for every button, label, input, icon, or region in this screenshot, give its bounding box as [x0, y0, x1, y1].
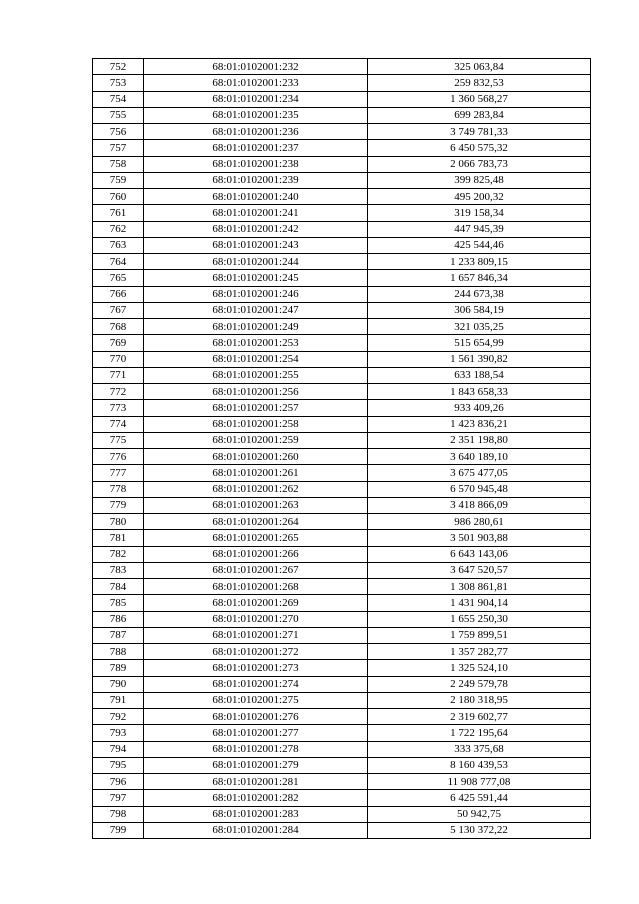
cadastral-number-cell: 68:01:0102001:264 [144, 514, 368, 530]
cadastral-value-cell: 1 657 846,34 [368, 270, 591, 286]
table-row [93, 270, 591, 286]
table-row [93, 660, 591, 676]
cadastral-value-cell: 3 501 903,88 [368, 530, 591, 546]
cadastral-number-cell: 68:01:0102001:266 [144, 546, 368, 562]
table-body [93, 59, 591, 839]
cadastral-value-cell: 2 180 318,95 [368, 692, 591, 708]
cadastral-value-cell: 1 233 809,15 [368, 254, 591, 270]
row-number-cell: 774 [93, 416, 144, 432]
table-row [93, 335, 591, 351]
cadastral-value-cell: 6 570 945,48 [368, 481, 591, 497]
cadastral-value-cell: 1 423 836,21 [368, 416, 591, 432]
cadastral-value-cell: 1 431 904,14 [368, 595, 591, 611]
cadastral-number-cell: 68:01:0102001:277 [144, 725, 368, 741]
cadastral-value-cell: 3 640 189,10 [368, 449, 591, 465]
cadastral-value-cell: 1 360 568,27 [368, 91, 591, 107]
table-row [93, 156, 591, 172]
cadastral-value-cell: 333 375,68 [368, 741, 591, 757]
cadastral-number-cell: 68:01:0102001:265 [144, 530, 368, 546]
cadastral-value-cell: 1 722 195,64 [368, 725, 591, 741]
cadastral-number-cell: 68:01:0102001:249 [144, 319, 368, 335]
row-number-cell: 769 [93, 335, 144, 351]
table-row [93, 530, 591, 546]
row-number-cell: 778 [93, 481, 144, 497]
row-number-cell: 762 [93, 221, 144, 237]
cadastral-number-cell: 68:01:0102001:269 [144, 595, 368, 611]
cadastral-number-cell: 68:01:0102001:257 [144, 400, 368, 416]
row-number-cell: 784 [93, 579, 144, 595]
cadastral-value-cell: 319 158,34 [368, 205, 591, 221]
row-number-cell: 773 [93, 400, 144, 416]
cadastral-value-cell: 3 418 866,09 [368, 497, 591, 513]
table-row [93, 172, 591, 188]
cadastral-number-cell: 68:01:0102001:238 [144, 156, 368, 172]
row-number-cell: 795 [93, 757, 144, 773]
row-number-cell: 797 [93, 790, 144, 806]
cadastral-value-cell: 3 647 520,57 [368, 562, 591, 578]
cadastral-value-cell: 447 945,39 [368, 221, 591, 237]
cadastral-number-cell: 68:01:0102001:240 [144, 189, 368, 205]
row-number-cell: 765 [93, 270, 144, 286]
cadastral-number-cell: 68:01:0102001:272 [144, 644, 368, 660]
cadastral-value-cell: 244 673,38 [368, 286, 591, 302]
cadastral-number-cell: 68:01:0102001:243 [144, 237, 368, 253]
row-number-cell: 788 [93, 644, 144, 660]
row-number-cell: 768 [93, 319, 144, 335]
cadastral-value-cell: 306 584,19 [368, 302, 591, 318]
cadastral-value-table [92, 58, 591, 839]
cadastral-value-cell: 1 357 282,77 [368, 644, 591, 660]
row-number-cell: 782 [93, 546, 144, 562]
cadastral-number-cell: 68:01:0102001:261 [144, 465, 368, 481]
row-number-cell: 794 [93, 741, 144, 757]
cadastral-number-cell: 68:01:0102001:260 [144, 449, 368, 465]
table-row [93, 579, 591, 595]
cadastral-value-cell: 515 654,99 [368, 335, 591, 351]
table-row [93, 384, 591, 400]
row-number-cell: 787 [93, 627, 144, 643]
table-row [93, 205, 591, 221]
cadastral-value-cell: 633 188,54 [368, 367, 591, 383]
cadastral-number-cell: 68:01:0102001:239 [144, 172, 368, 188]
table-row [93, 644, 591, 660]
row-number-cell: 763 [93, 237, 144, 253]
cadastral-number-cell: 68:01:0102001:270 [144, 611, 368, 627]
table-row [93, 465, 591, 481]
cadastral-number-cell: 68:01:0102001:258 [144, 416, 368, 432]
cadastral-value-cell: 259 832,53 [368, 75, 591, 91]
row-number-cell: 777 [93, 465, 144, 481]
cadastral-value-cell: 2 351 198,80 [368, 432, 591, 448]
table-row [93, 774, 591, 790]
cadastral-value-cell: 2 319 602,77 [368, 709, 591, 725]
table-row [93, 709, 591, 725]
table-row [93, 221, 591, 237]
row-number-cell: 764 [93, 254, 144, 270]
cadastral-number-cell: 68:01:0102001:232 [144, 59, 368, 75]
cadastral-value-cell: 6 450 575,32 [368, 140, 591, 156]
table-row [93, 725, 591, 741]
cadastral-number-cell: 68:01:0102001:276 [144, 709, 368, 725]
table-row [93, 107, 591, 123]
table-row [93, 286, 591, 302]
row-number-cell: 759 [93, 172, 144, 188]
row-number-cell: 779 [93, 497, 144, 513]
table-row [93, 822, 591, 838]
cadastral-value-cell: 399 825,48 [368, 172, 591, 188]
row-number-cell: 753 [93, 75, 144, 91]
cadastral-value-cell: 1 325 524,10 [368, 660, 591, 676]
row-number-cell: 780 [93, 514, 144, 530]
cadastral-value-cell: 933 409,26 [368, 400, 591, 416]
row-number-cell: 796 [93, 774, 144, 790]
cadastral-number-cell: 68:01:0102001:245 [144, 270, 368, 286]
table-row [93, 237, 591, 253]
table-row [93, 400, 591, 416]
table-row [93, 367, 591, 383]
row-number-cell: 798 [93, 806, 144, 822]
cadastral-number-cell: 68:01:0102001:267 [144, 562, 368, 578]
row-number-cell: 761 [93, 205, 144, 221]
cadastral-number-cell: 68:01:0102001:262 [144, 481, 368, 497]
cadastral-number-cell: 68:01:0102001:242 [144, 221, 368, 237]
row-number-cell: 752 [93, 59, 144, 75]
table-row [93, 140, 591, 156]
table-row [93, 124, 591, 140]
cadastral-value-cell: 3 749 781,33 [368, 124, 591, 140]
table-row [93, 514, 591, 530]
table-row [93, 497, 591, 513]
cadastral-value-cell: 1 561 390,82 [368, 351, 591, 367]
table-row [93, 254, 591, 270]
cadastral-value-cell: 1 843 658,33 [368, 384, 591, 400]
cadastral-number-cell: 68:01:0102001:273 [144, 660, 368, 676]
table-row [93, 75, 591, 91]
row-number-cell: 775 [93, 432, 144, 448]
cadastral-number-cell: 68:01:0102001:254 [144, 351, 368, 367]
table-row [93, 91, 591, 107]
row-number-cell: 767 [93, 302, 144, 318]
cadastral-value-cell: 1 655 250,30 [368, 611, 591, 627]
table-row [93, 319, 591, 335]
cadastral-number-cell: 68:01:0102001:268 [144, 579, 368, 595]
table-row [93, 741, 591, 757]
row-number-cell: 786 [93, 611, 144, 627]
cadastral-number-cell: 68:01:0102001:233 [144, 75, 368, 91]
cadastral-number-cell: 68:01:0102001:281 [144, 774, 368, 790]
table-row [93, 611, 591, 627]
cadastral-number-cell: 68:01:0102001:241 [144, 205, 368, 221]
cadastral-value-cell: 2 066 783,73 [368, 156, 591, 172]
row-number-cell: 760 [93, 189, 144, 205]
cadastral-value-cell: 5 130 372,22 [368, 822, 591, 838]
cadastral-number-cell: 68:01:0102001:284 [144, 822, 368, 838]
table-row [93, 302, 591, 318]
cadastral-value-cell: 1 759 899,51 [368, 627, 591, 643]
row-number-cell: 781 [93, 530, 144, 546]
table-row [93, 189, 591, 205]
cadastral-value-cell: 425 544,46 [368, 237, 591, 253]
cadastral-value-cell: 6 643 143,06 [368, 546, 591, 562]
cadastral-number-cell: 68:01:0102001:234 [144, 91, 368, 107]
row-number-cell: 772 [93, 384, 144, 400]
table-row [93, 627, 591, 643]
cadastral-value-cell: 6 425 591,44 [368, 790, 591, 806]
table-row [93, 59, 591, 75]
row-number-cell: 756 [93, 124, 144, 140]
row-number-cell: 776 [93, 449, 144, 465]
cadastral-value-cell: 699 283,84 [368, 107, 591, 123]
row-number-cell: 793 [93, 725, 144, 741]
table-row [93, 676, 591, 692]
table-row [93, 481, 591, 497]
table-row [93, 562, 591, 578]
row-number-cell: 757 [93, 140, 144, 156]
table-row [93, 449, 591, 465]
cadastral-number-cell: 68:01:0102001:283 [144, 806, 368, 822]
cadastral-number-cell: 68:01:0102001:247 [144, 302, 368, 318]
cadastral-value-cell: 2 249 579,78 [368, 676, 591, 692]
table-row [93, 806, 591, 822]
table-row [93, 546, 591, 562]
table-row [93, 416, 591, 432]
cadastral-number-cell: 68:01:0102001:246 [144, 286, 368, 302]
cadastral-number-cell: 68:01:0102001:278 [144, 741, 368, 757]
cadastral-number-cell: 68:01:0102001:255 [144, 367, 368, 383]
row-number-cell: 785 [93, 595, 144, 611]
cadastral-value-cell: 3 675 477,05 [368, 465, 591, 481]
cadastral-number-cell: 68:01:0102001:259 [144, 432, 368, 448]
row-number-cell: 771 [93, 367, 144, 383]
cadastral-value-cell: 8 160 439,53 [368, 757, 591, 773]
cadastral-number-cell: 68:01:0102001:256 [144, 384, 368, 400]
cadastral-number-cell: 68:01:0102001:279 [144, 757, 368, 773]
cadastral-number-cell: 68:01:0102001:282 [144, 790, 368, 806]
table-row [93, 692, 591, 708]
table-row [93, 790, 591, 806]
cadastral-number-cell: 68:01:0102001:236 [144, 124, 368, 140]
row-number-cell: 766 [93, 286, 144, 302]
row-number-cell: 754 [93, 91, 144, 107]
row-number-cell: 758 [93, 156, 144, 172]
cadastral-number-cell: 68:01:0102001:237 [144, 140, 368, 156]
cadastral-value-cell: 321 035,25 [368, 319, 591, 335]
row-number-cell: 789 [93, 660, 144, 676]
row-number-cell: 783 [93, 562, 144, 578]
cadastral-number-cell: 68:01:0102001:235 [144, 107, 368, 123]
table-row [93, 432, 591, 448]
cadastral-number-cell: 68:01:0102001:275 [144, 692, 368, 708]
cadastral-value-cell: 495 200,32 [368, 189, 591, 205]
cadastral-number-cell: 68:01:0102001:244 [144, 254, 368, 270]
row-number-cell: 770 [93, 351, 144, 367]
cadastral-value-cell: 50 942,75 [368, 806, 591, 822]
row-number-cell: 791 [93, 692, 144, 708]
table-row [93, 351, 591, 367]
cadastral-value-cell: 11 908 777,08 [368, 774, 591, 790]
cadastral-number-cell: 68:01:0102001:274 [144, 676, 368, 692]
cadastral-value-cell: 986 280,61 [368, 514, 591, 530]
cadastral-value-cell: 325 063,84 [368, 59, 591, 75]
table-row [93, 757, 591, 773]
row-number-cell: 755 [93, 107, 144, 123]
cadastral-number-cell: 68:01:0102001:271 [144, 627, 368, 643]
cadastral-number-cell: 68:01:0102001:263 [144, 497, 368, 513]
row-number-cell: 790 [93, 676, 144, 692]
row-number-cell: 792 [93, 709, 144, 725]
cadastral-number-cell: 68:01:0102001:253 [144, 335, 368, 351]
table-row [93, 595, 591, 611]
cadastral-value-cell: 1 308 861,81 [368, 579, 591, 595]
row-number-cell: 799 [93, 822, 144, 838]
